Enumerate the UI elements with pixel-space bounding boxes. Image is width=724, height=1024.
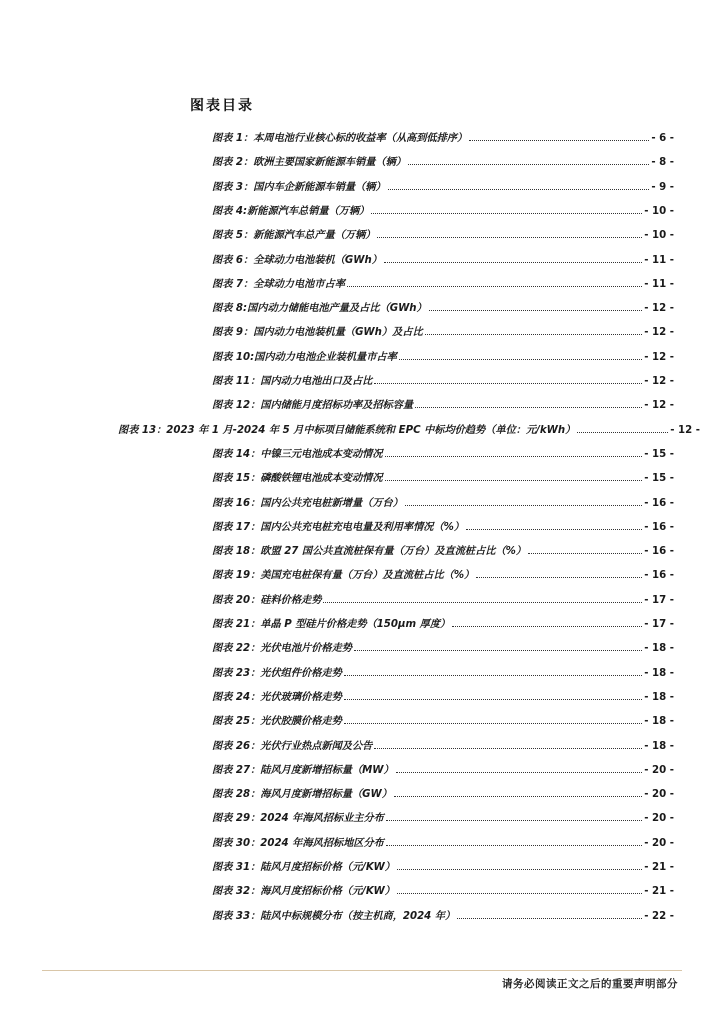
toc-entry-title: 图表 23：光伏组件价格走势 bbox=[212, 667, 342, 679]
toc-entry-title: 图表 27：陆风月度新增招标量（MW） bbox=[212, 764, 394, 776]
toc-entry-title: 图表 8:国内动力储能电池产量及占比（GWh） bbox=[212, 303, 427, 315]
toc-entry-page: - 18 - bbox=[644, 740, 674, 752]
dot-leader bbox=[374, 375, 642, 384]
dot-leader bbox=[385, 472, 643, 481]
toc-entry-title: 图表 13：2023 年 1 月-2024 年 5 月中标项目储能系统和 EPC 中标均价趋势（单位：元/kWh） bbox=[118, 424, 576, 436]
toc-entry-page: - 20 - bbox=[644, 789, 674, 801]
toc-entry-title: 图表 30：2024 年海风招标地区分布 bbox=[212, 837, 384, 849]
toc-entry-page: - 9 - bbox=[651, 181, 674, 193]
toc-entry-title: 图表 3：国内车企新能源车销量（辆） bbox=[212, 181, 386, 193]
toc-entry-page: - 16 - bbox=[644, 570, 674, 582]
toc-entry[interactable] bbox=[212, 834, 674, 850]
toc-entry-page: - 17 - bbox=[644, 594, 674, 606]
dot-leader bbox=[386, 837, 642, 846]
toc-entry[interactable] bbox=[212, 299, 674, 315]
toc-entry-page: - 15 - bbox=[644, 473, 674, 485]
toc-entry-page: - 16 - bbox=[644, 546, 674, 558]
toc-entry-title: 图表 5：新能源汽车总产量（万辆） bbox=[212, 230, 376, 242]
dot-leader bbox=[394, 788, 642, 797]
toc-entry-title: 图表 19：美国充电桩保有量（万台）及直流桩占比（%） bbox=[212, 570, 475, 582]
toc-entry-page: - 15 - bbox=[644, 448, 674, 460]
toc-entry-page: - 12 - bbox=[644, 376, 674, 387]
toc-entry[interactable] bbox=[212, 323, 674, 339]
toc-entry[interactable] bbox=[212, 494, 674, 510]
footer-divider bbox=[42, 970, 682, 971]
toc-entry-page: - 10 - bbox=[644, 205, 674, 217]
dot-leader bbox=[344, 667, 642, 676]
toc-entry-page: - 12 - bbox=[644, 351, 674, 363]
toc-entry[interactable] bbox=[212, 251, 674, 267]
toc-entry-page: - 21 - bbox=[644, 886, 674, 898]
toc-entry-page: - 20 - bbox=[644, 764, 674, 776]
toc-entry-page: - 18 - bbox=[644, 691, 674, 703]
toc-entry-title: 图表 14：中镍三元电池成本变动情况 bbox=[212, 448, 383, 460]
dot-leader bbox=[377, 229, 642, 238]
toc-entry-page: - 18 - bbox=[644, 716, 674, 728]
dot-leader bbox=[469, 132, 649, 141]
toc-entry-title: 图表 18：欧盟 27 国公共直流桩保有量（万台）及直流桩占比（%） bbox=[212, 546, 527, 558]
toc-entry-page: - 11 - bbox=[644, 254, 674, 266]
toc-entry-title: 图表 21：单晶 P 型硅片价格走势（150μm 厚度） bbox=[212, 619, 451, 630]
toc-entry[interactable] bbox=[212, 469, 674, 485]
dot-leader bbox=[466, 521, 642, 530]
footer-disclaimer: 请务必阅读正文之后的重要声明部分 bbox=[502, 978, 678, 990]
dot-leader bbox=[371, 205, 642, 214]
dot-leader bbox=[385, 448, 643, 457]
dot-leader bbox=[397, 861, 642, 870]
dot-leader bbox=[425, 326, 643, 335]
toc-entry-title: 图表 20：硅料价格走势 bbox=[212, 594, 322, 606]
toc-entry[interactable] bbox=[118, 421, 700, 437]
toc-entry-page: - 6 - bbox=[651, 133, 674, 144]
toc-entry-page: - 16 - bbox=[644, 521, 674, 533]
dot-leader bbox=[415, 399, 642, 408]
toc-entry[interactable] bbox=[212, 445, 674, 461]
toc-entry-title: 图表 29：2024 年海风招标业主分布 bbox=[212, 813, 384, 825]
toc-entry-title: 图表 1：本周电池行业核心标的收益率（从高到低排序） bbox=[212, 133, 468, 144]
dot-leader bbox=[374, 740, 642, 749]
dot-leader bbox=[388, 181, 650, 190]
toc-entry[interactable] bbox=[212, 761, 674, 777]
toc-entry-page: - 11 - bbox=[644, 278, 674, 290]
toc-entry[interactable] bbox=[212, 639, 674, 655]
toc-entry-title: 图表 25：光伏胶膜价格走势 bbox=[212, 716, 342, 728]
dot-leader bbox=[396, 764, 643, 773]
dot-leader bbox=[344, 691, 642, 700]
toc-entry[interactable] bbox=[212, 518, 674, 534]
toc-entry-page: - 8 - bbox=[651, 157, 674, 169]
dot-leader bbox=[405, 497, 642, 506]
dot-leader bbox=[397, 885, 642, 894]
toc-entry-page: - 16 - bbox=[644, 497, 674, 509]
toc-entry[interactable] bbox=[212, 372, 674, 388]
toc-entry-page: - 22 - bbox=[644, 910, 674, 922]
toc-entry-title: 图表 6：全球动力电池装机（GWh） bbox=[212, 254, 382, 266]
toc-entry-page: - 20 - bbox=[644, 837, 674, 849]
toc-entry-page: - 10 - bbox=[644, 230, 674, 242]
toc-entry-page: - 12 - bbox=[644, 303, 674, 315]
dot-leader bbox=[457, 910, 642, 919]
dot-leader bbox=[386, 812, 642, 821]
toc-entry-title: 图表 28：海风月度新增招标量（GW） bbox=[212, 789, 392, 801]
toc-entry-page: - 18 - bbox=[644, 667, 674, 679]
toc-entry[interactable] bbox=[212, 712, 674, 728]
toc-entry[interactable] bbox=[212, 688, 674, 704]
dot-leader bbox=[528, 545, 642, 554]
toc-entry[interactable] bbox=[212, 785, 674, 801]
toc-entry-title: 图表 2：欧洲主要国家新能源车销量（辆） bbox=[212, 157, 407, 169]
toc-entry[interactable] bbox=[212, 809, 674, 825]
toc-entry[interactable] bbox=[212, 858, 674, 874]
toc-entry-page: - 12 - bbox=[670, 424, 700, 436]
toc-entry-title: 图表 31：陆风月度招标价格（元/KW） bbox=[212, 862, 395, 873]
toc-entry-page: - 12 - bbox=[644, 327, 674, 339]
toc-entry[interactable] bbox=[212, 153, 674, 169]
toc-entry-page: - 12 - bbox=[644, 400, 674, 412]
dot-leader bbox=[476, 569, 642, 578]
toc-entry[interactable] bbox=[212, 275, 674, 291]
dot-leader bbox=[452, 618, 642, 627]
toc-entry-title: 图表 11：国内动力电池出口及占比 bbox=[212, 376, 373, 387]
toc-entry[interactable] bbox=[212, 591, 674, 607]
dot-leader bbox=[577, 424, 668, 433]
toc-entry[interactable] bbox=[212, 882, 674, 898]
toc-entry[interactable] bbox=[212, 542, 674, 558]
toc-entry-title: 图表 12：国内储能月度招标功率及招标容量 bbox=[212, 400, 414, 412]
toc-entry-title: 图表 7：全球动力电池市占率 bbox=[212, 278, 345, 290]
toc-entry-page: - 18 - bbox=[644, 643, 674, 655]
toc-entry[interactable] bbox=[212, 615, 674, 631]
dot-leader bbox=[408, 156, 649, 165]
toc-entry-page: - 17 - bbox=[644, 619, 674, 630]
toc-entry-title: 图表 10:国内动力电池企业装机量市占率 bbox=[212, 351, 397, 363]
toc-entry[interactable] bbox=[212, 226, 674, 242]
toc-entry-title: 图表 22：光伏电池片价格走势 bbox=[212, 643, 352, 655]
dot-leader bbox=[347, 278, 642, 287]
dot-leader bbox=[384, 254, 642, 263]
toc-entry[interactable] bbox=[212, 348, 674, 364]
dot-leader bbox=[429, 302, 643, 311]
toc-entry-title: 图表 16：国内公共充电桩新增量（万台） bbox=[212, 497, 403, 509]
toc-entry[interactable] bbox=[212, 566, 674, 582]
toc-heading: 图表目录 bbox=[190, 98, 254, 114]
toc-entry[interactable] bbox=[212, 129, 674, 145]
toc-entry-title: 图表 9：国内动力电池装机量（GWh）及占比 bbox=[212, 327, 423, 339]
toc-entry-title: 图表 15：磷酸铁锂电池成本变动情况 bbox=[212, 473, 383, 485]
toc-entry[interactable] bbox=[212, 178, 674, 194]
toc-entry-title: 图表 24：光伏玻璃价格走势 bbox=[212, 691, 342, 703]
dot-leader bbox=[399, 351, 642, 360]
toc-entry[interactable] bbox=[212, 737, 674, 753]
dot-leader bbox=[344, 715, 642, 724]
toc-entry-page: - 21 - bbox=[644, 862, 674, 873]
dot-leader bbox=[354, 642, 642, 651]
toc-entry-title: 图表 26：光伏行业热点新闻及公告 bbox=[212, 740, 373, 752]
dot-leader bbox=[323, 594, 642, 603]
toc-entry[interactable] bbox=[212, 396, 674, 412]
toc-entry-title: 图表 4:新能源汽车总销量（万辆） bbox=[212, 205, 370, 217]
toc-entry[interactable] bbox=[212, 664, 674, 680]
toc-entry[interactable] bbox=[212, 202, 674, 218]
toc-entry-title: 图表 33：陆风中标规模分布（按主机商，2024 年） bbox=[212, 910, 456, 922]
toc-entry-title: 图表 32：海风月度招标价格（元/KW） bbox=[212, 886, 395, 898]
toc-entry-page: - 20 - bbox=[644, 813, 674, 825]
toc-entry-title: 图表 17：国内公共充电桩充电电量及利用率情况（%） bbox=[212, 521, 465, 533]
toc-entry[interactable] bbox=[212, 907, 674, 923]
